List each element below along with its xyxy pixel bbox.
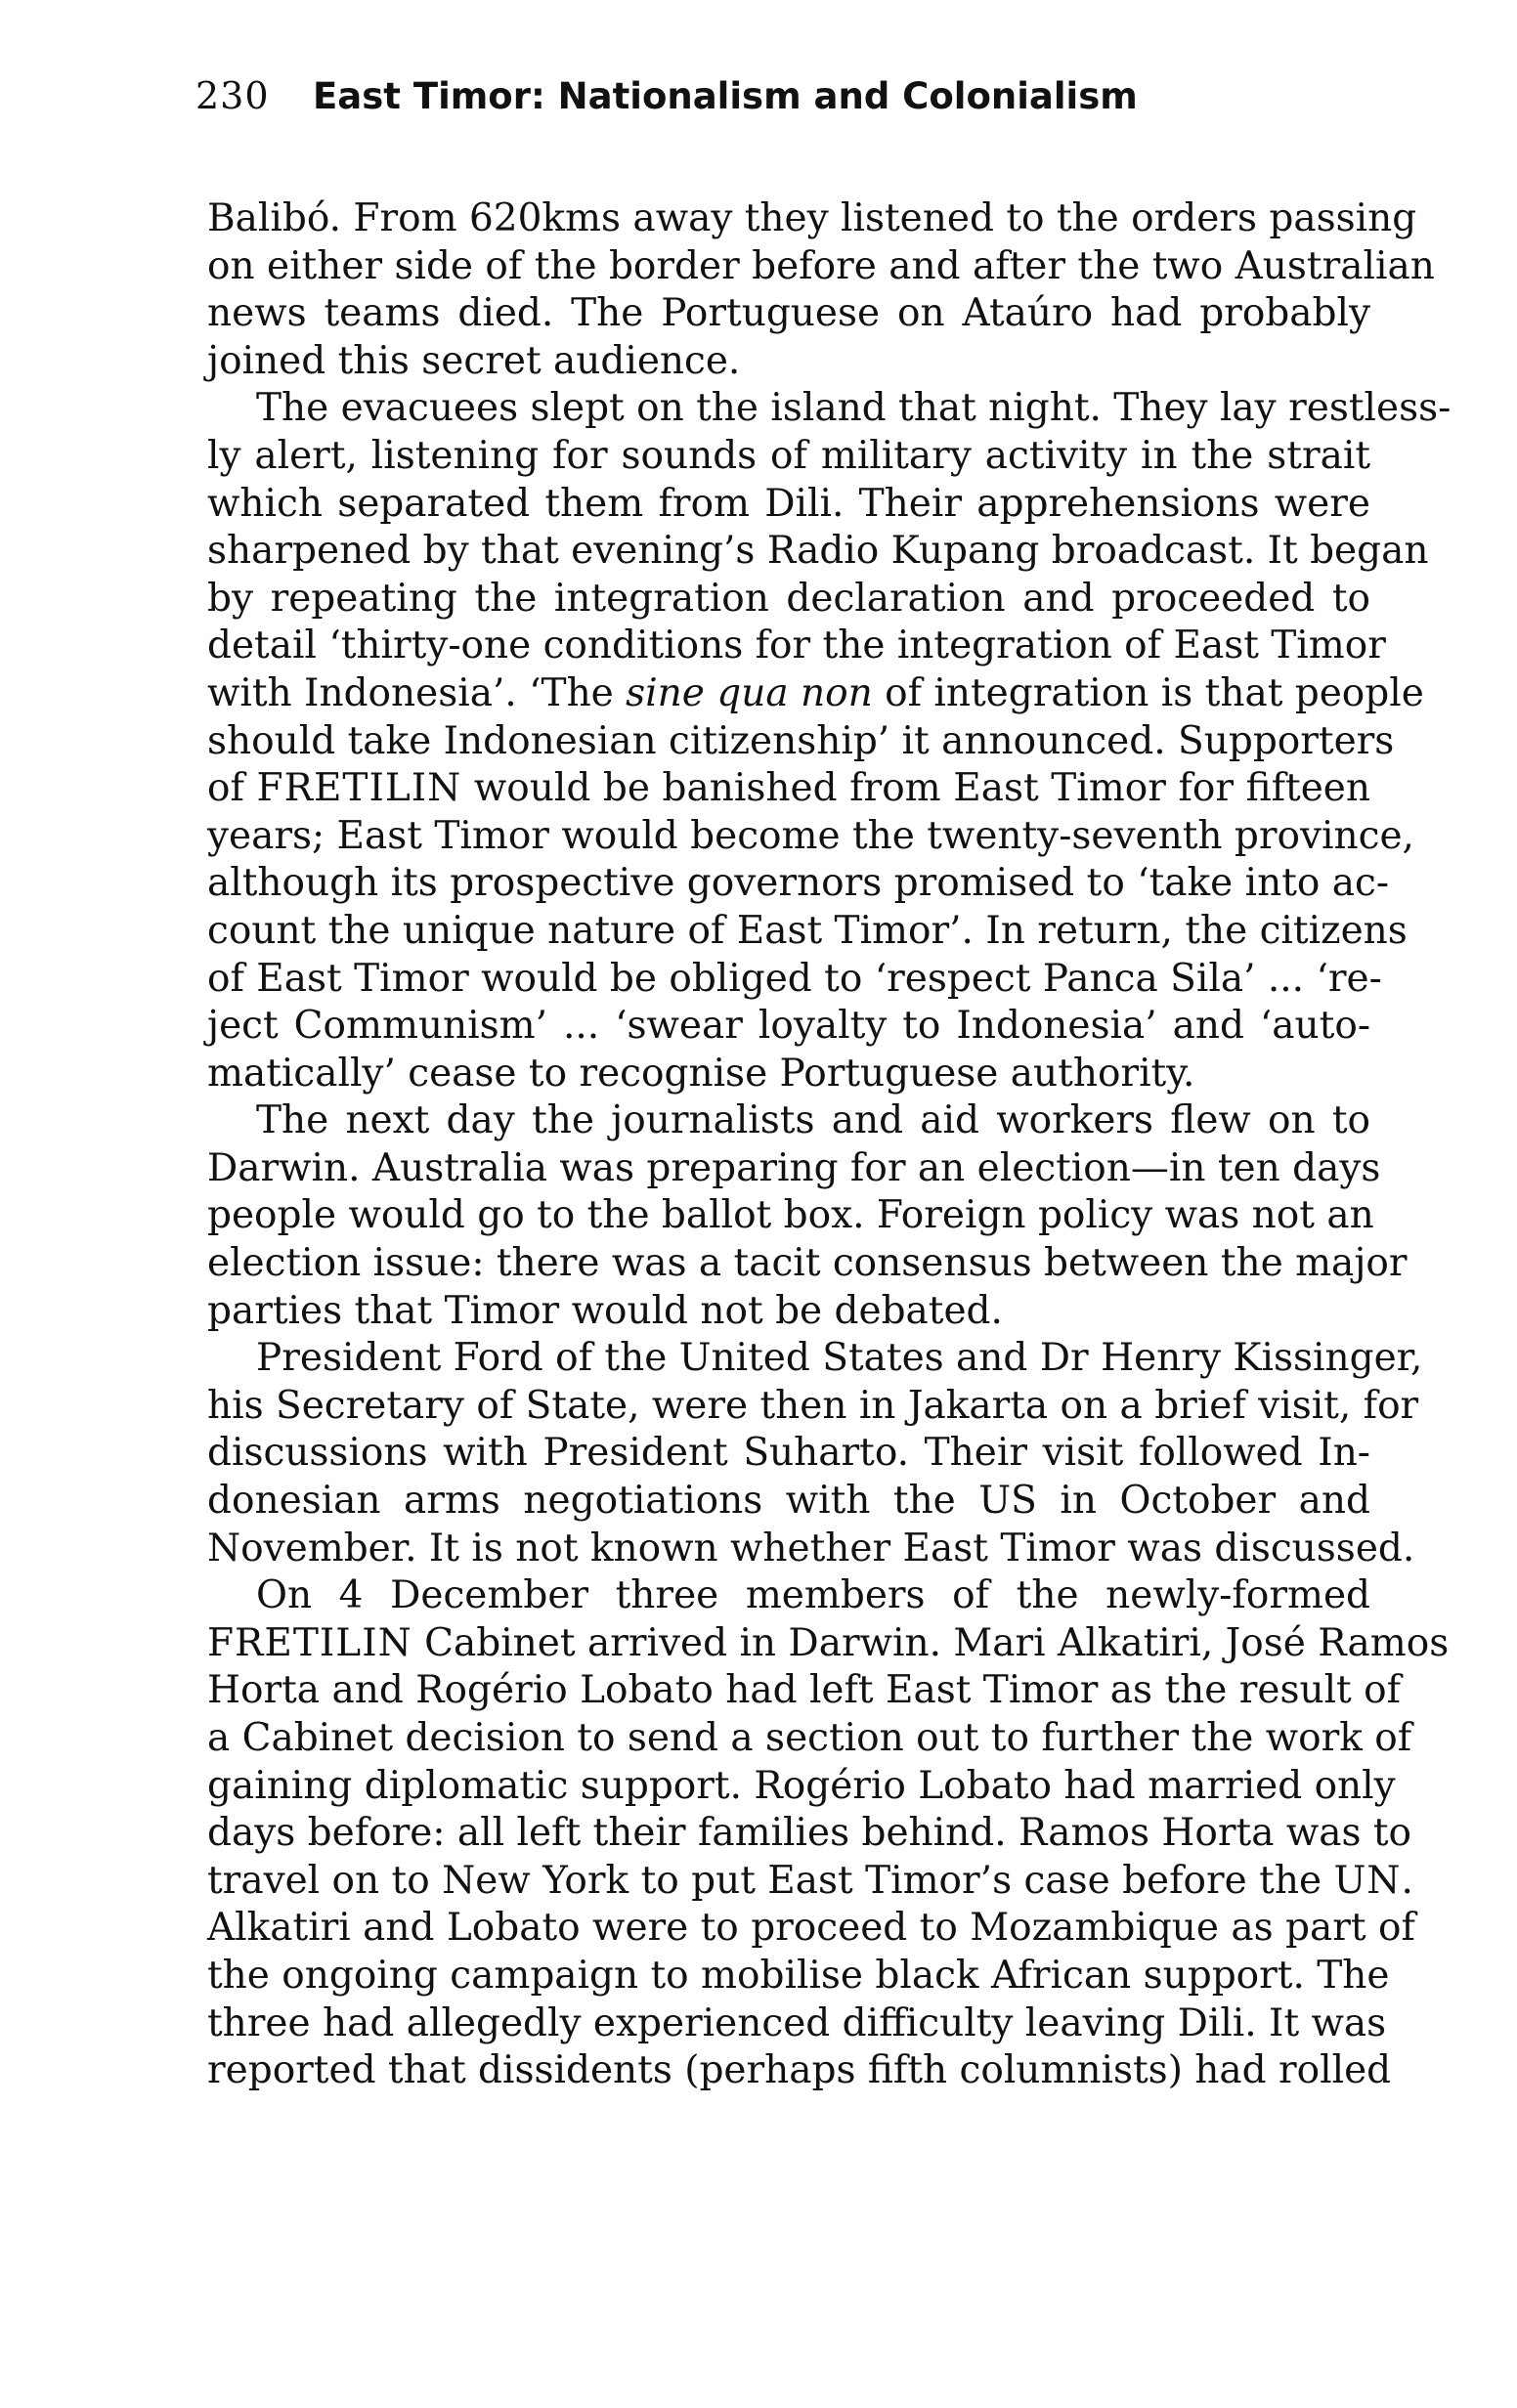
text-line: [207, 1858, 1413, 1906]
text-line: Alkatiri and Lobato were to proceed to Mozambique as part of: [207, 1906, 1415, 1951]
page-number: 230: [195, 74, 270, 117]
text-line: by repeating the integration declaration and proceeded to: [207, 576, 1370, 621]
text-line: of East Timor would be obliged to ‘respect Panca Sila’ ... ‘re-: [207, 956, 1382, 1001]
text-line: on either side of the border before and after the two Australian: [207, 243, 1435, 288]
text-line: ly alert, listening for sounds of military activity in the strait: [207, 433, 1370, 478]
text-line: the ongoing campaign to mobilise black African support. The: [207, 1953, 1390, 1998]
text-line: should take Indonesian citizenship’ it announced. Supporters: [207, 718, 1395, 763]
text-line: although its prospective governors promised to ‘take into ac-: [207, 861, 1390, 906]
text-line: On 4 December three members of the newly-formed: [256, 1573, 1370, 1618]
text-fragment: of: [207, 766, 244, 811]
text-fragment: with Indonesia’.: [207, 670, 517, 715]
text-line: [207, 765, 1370, 813]
text-line: count the unique nature of East Timor’. In return, the citizens: [207, 908, 1408, 953]
text-line: matically’ cease to recognise Portuguese authority.: [207, 1051, 1195, 1096]
text-line: Balibó. From 620kms away they listened to the orders passing: [207, 196, 1417, 240]
text-line: gaining diplomatic support. Rogério Lobato had married only: [207, 1763, 1396, 1808]
text-line: election issue: there was a tacit consensus between the major: [207, 1241, 1408, 1286]
text-line: The evacuees slept on the island that night. They lay restless-: [256, 386, 1452, 431]
text-line: ject Communism’ ... ‘swear loyalty to Indonesia’ and ‘auto-: [207, 1004, 1370, 1049]
text-fragment: travel on to New York to put East Timor’s case before the: [207, 1858, 1322, 1903]
text-line: three had allegedly experienced difficulty leaving Dili. It was: [207, 2000, 1387, 2045]
text-line: joined this secret audience.: [207, 338, 741, 383]
text-line: Horta and Rogério Lobato had left East Timor as the result of: [207, 1668, 1402, 1713]
text-line: [207, 670, 1424, 718]
un-smallcaps: UN: [1333, 1858, 1402, 1903]
text-line: his Secretary of State, were then in Jakarta on a brief visit, for: [207, 1383, 1419, 1428]
italic-phrase: sine qua non: [626, 670, 873, 715]
text-line: news teams died. The Portuguese on Ataúro had probably: [207, 291, 1370, 336]
text-line: days before: all left their families behind. Ramos Horta was to: [207, 1811, 1412, 1856]
running-title: East Timor: Nationalism and Colonialism: [313, 75, 1138, 117]
text-line: President Ford of the United States and Dr Henry Kissinger,: [256, 1336, 1423, 1381]
text-line: [207, 1620, 1450, 1668]
text-line: November. It is not known whether East Timor was discussed.: [207, 1526, 1415, 1570]
text-fragment: would be banished from East Timor for fifteen: [473, 766, 1370, 811]
text-line: parties that Timor would not be debated.: [207, 1288, 1003, 1333]
fretilin-smallcaps: FRETILIN: [256, 766, 462, 811]
text-fragment: .: [1401, 1858, 1413, 1903]
text-line: The next day the journalists and aid workers flew on to: [256, 1098, 1370, 1143]
quote-fragment: ‘The: [529, 670, 614, 715]
text-line: sharpened by that evening’s Radio Kupang broadcast. It began: [207, 529, 1429, 574]
running-head: [195, 70, 1368, 122]
text-line: donesian arms negotiations with the US in October and: [207, 1479, 1370, 1524]
text-line: detail ‘thirty-one conditions for the integration of East Timor: [207, 624, 1386, 668]
text-line: discussions with President Suharto. Their visit followed In-: [207, 1431, 1370, 1476]
fretilin-smallcaps: FRETILIN: [207, 1620, 412, 1665]
text-line: people would go to the ballot box. Foreign policy was not an: [207, 1193, 1374, 1238]
text-line: reported that dissidents (perhaps fifth columnists) had rolled: [207, 2048, 1392, 2093]
text-line: which separated them from Dili. Their apprehensions were: [207, 481, 1370, 526]
text-fragment: Cabinet arrived in Darwin. Mari Alkatiri, José Ramos: [424, 1620, 1450, 1665]
text-line: a Cabinet decision to send a section out to further the work of: [207, 1716, 1412, 1760]
text-fragment: of integration is that people: [885, 670, 1424, 715]
text-line: Darwin. Australia was preparing for an election—in ten days: [207, 1145, 1381, 1190]
body-text: [207, 195, 1452, 2095]
text-line: years; East Timor would become the twenty-seventh province,: [207, 813, 1414, 858]
